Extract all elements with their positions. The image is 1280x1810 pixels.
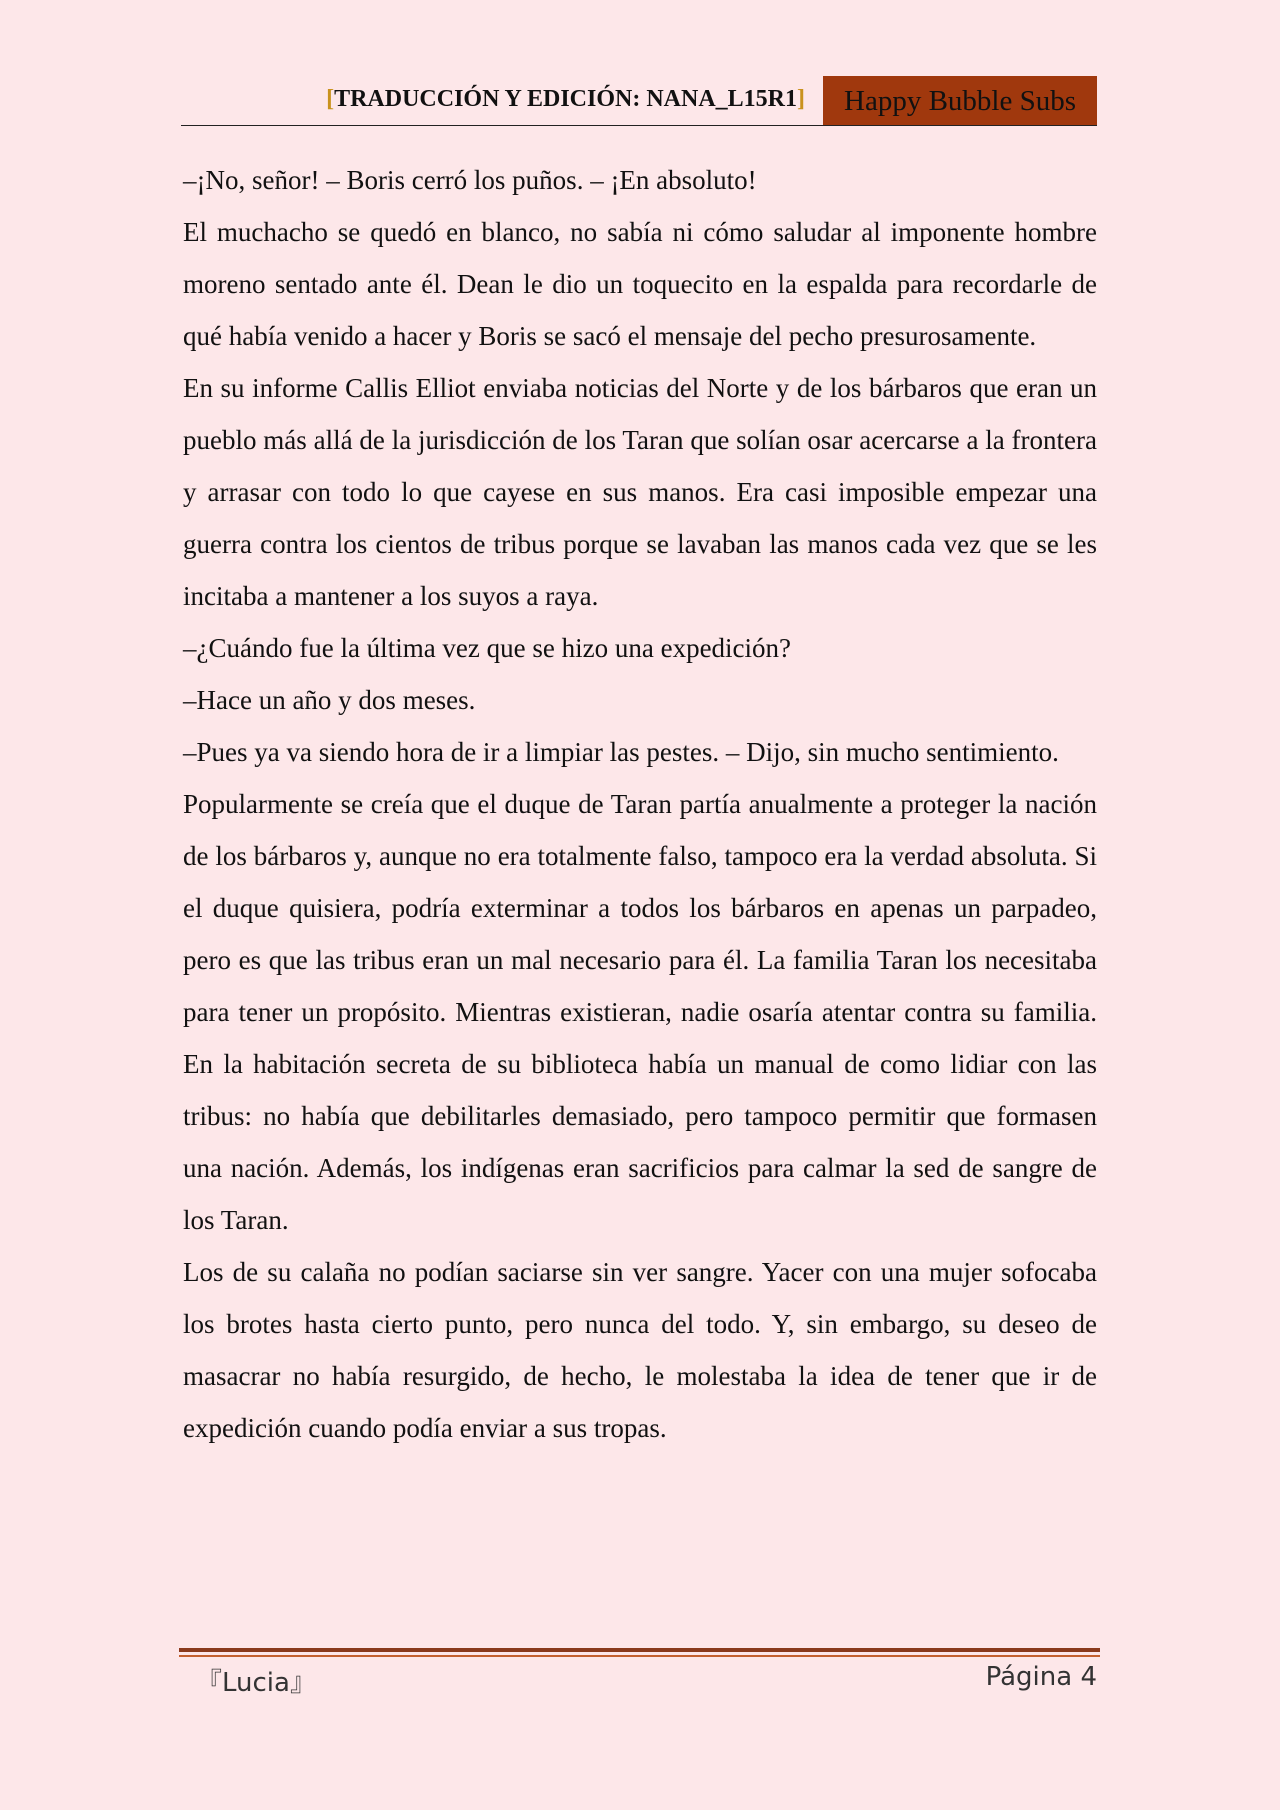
- paragraph: En su informe Callis Elliot enviaba noticias del Norte y de los bárbaros que eran un pueblo más allá de la jurisdicción de los Taran que solían osar acercarse a la frontera y arrasar con todo lo que cayese en sus manos. Era casi imposible empezar una guerra contra los cientos de tribus porque se lavaban las manos cada vez que se les incitaba a mantener a los suyos a raya.: [183, 373, 1097, 611]
- paragraph: –Pues ya va siendo hora de ir a limpiar las pestes. – Dijo, sin mucho sentimiento.: [183, 737, 1059, 767]
- credit-text: TRADUCCIÓN Y EDICIÓN: NANA_L15R1: [334, 86, 797, 112]
- paragraph: Los de su calaña no podían saciarse sin ver sangre. Yacer con una mujer sofocaba los brotes hasta cierto punto, pero nunca del todo. Y, sin embargo, su deseo de masacrar no había resurgido, de hecho, le molestaba la idea de tener que ir de expedición cuando podía enviar a sus tropas.: [183, 1257, 1097, 1443]
- page-number: Página 4: [985, 1662, 1097, 1692]
- page-body: [183, 154, 1097, 1454]
- paragraph: El muchacho se quedó en blanco, no sabía ni cómo saludar al imponente hombre moreno sentado ante él. Dean le dio un toquecito en la espalda para recordarle de qué había venido a hacer y Boris se sacó el mensaje del pecho presurosamente.: [183, 217, 1097, 351]
- paragraph: –¿Cuándo fue la última vez que se hizo una expedición?: [183, 633, 792, 663]
- paragraph: Popularmente se creía que el duque de Taran partía anualmente a proteger la nación de los bárbaros y, aunque no era totalmente falso, tampoco era la verdad absoluta. Si el duque quisiera, podría exterminar a todos los bárbaros en apenas un parpadeo, pero es que las tribus eran un mal necesario para él. La familia Taran los necesitaba para tener un propósito. Mientras existieran, nadie osaría atentar contra su familia. En la habitación secreta de su biblioteca había un manual de como lidiar con las tribus: no había que debilitarles demasiado, pero tampoco permitir que formasen una nación. Además, los indígenas eran sacrificios para calmar la sed de sangre de los Taran.: [183, 789, 1097, 1235]
- book-title: 『Lucia』: [196, 1668, 316, 1698]
- header-rule: [181, 125, 1097, 126]
- credit-bracket-close: ]: [797, 86, 805, 112]
- footer-rule-accent: [179, 1655, 1100, 1657]
- footer-rule: [179, 1648, 1100, 1652]
- group-badge: Happy Bubble Subs: [823, 76, 1097, 126]
- paragraph: –¡No, señor! – Boris cerró los puños. – ¡En absoluto!: [183, 165, 757, 195]
- paragraph: –Hace un año y dos meses.: [183, 685, 476, 715]
- credit-bracket-open: [: [326, 86, 335, 112]
- page-header: [181, 76, 1097, 126]
- translation-credit: [326, 86, 805, 113]
